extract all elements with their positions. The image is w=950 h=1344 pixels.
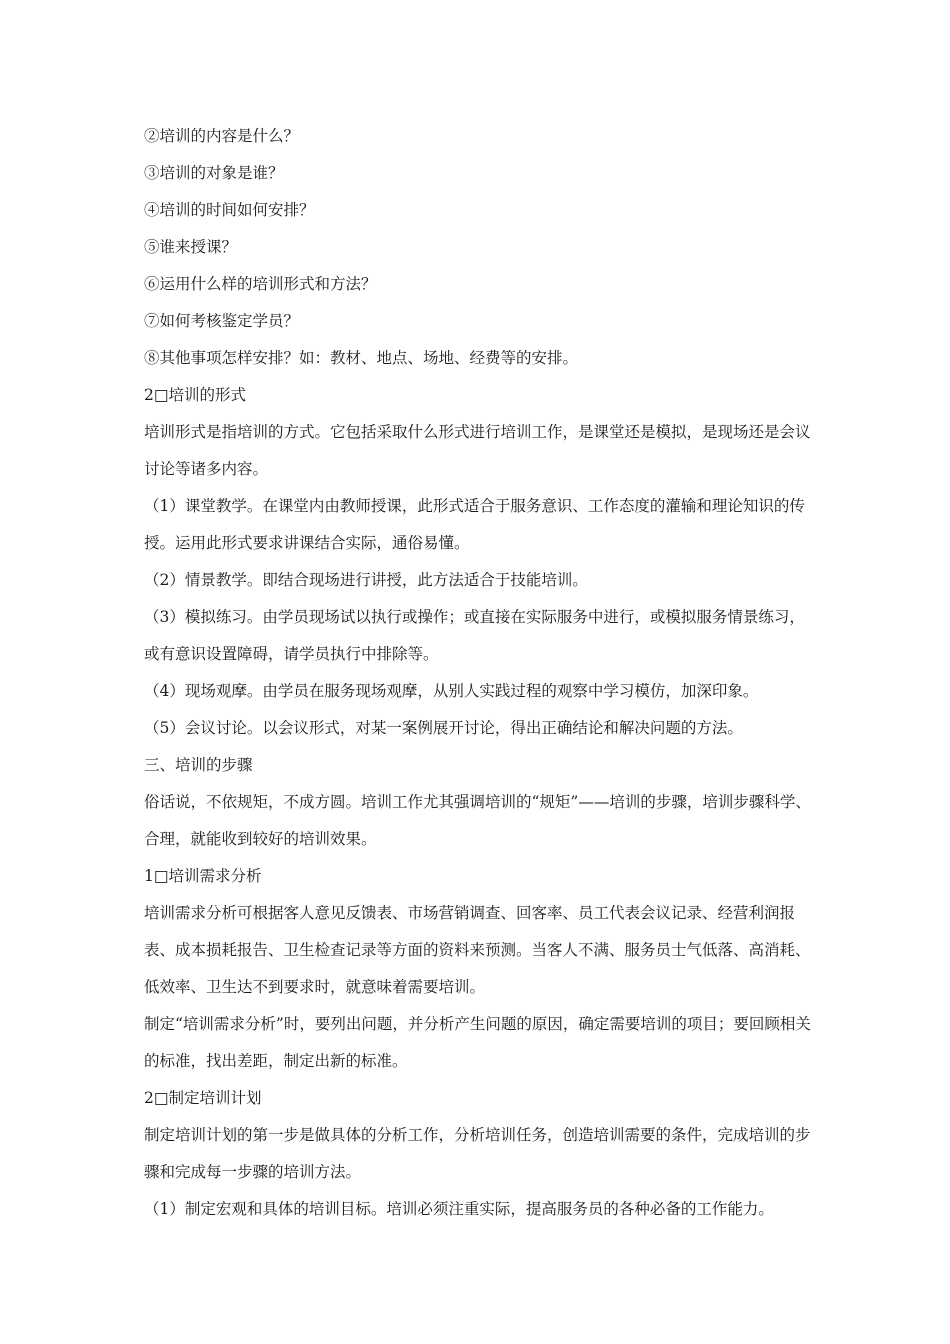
paragraph-classroom-teaching: （1）课堂教学。在课堂内由教师授课，此形式适合于服务意识、工作态度的灌输和理论知识的传授。运用此形式要求讲课结合实际，通俗易懂。: [144, 497, 805, 552]
paragraph-onsite-observation: （4）现场观摩。由学员在服务现场观摩，从别人实践过程的观察中学习模仿，加深印象。: [144, 682, 759, 700]
paragraph-meeting-discussion: （5）会议讨论。以会议形式，对某一案例展开讨论，得出正确结论和解决问题的方法。: [144, 719, 743, 737]
section-heading-training-forms: 2□培训的形式: [144, 386, 247, 404]
paragraph-simulation-practice: （3）模拟练习。由学员现场试以执行或操作；或直接在实际服务中进行，或模拟服务情景练习，或有意识设置障碍，请学员执行中排除等。: [144, 608, 805, 663]
paragraph-situational-teaching: （2）情景教学。即结合现场进行讲授，此方法适合于技能培训。: [144, 571, 588, 589]
paragraph-needs-analysis-method: 制定“培训需求分析”时，要列出问题，并分析产生问题的原因，确定需要培训的项目；要回顾相关的标准，找出差距，制定出新的标准。: [144, 1015, 811, 1070]
list-item-content: ②培训的内容是什么？: [144, 127, 300, 145]
paragraph-needs-analysis: 培训需求分析可根据客人意见反馈表、市场营销调查、回客率、员工代表会议记录、经营利润报表、成本损耗报告、卫生检查记录等方面的资料来预测。当客人不满、服务员士气低落、高消耗、低效率、卫生达不到要求时，就意味着需要培训。: [144, 904, 811, 996]
paragraph-training-goals: （1）制定宏观和具体的培训目标。培训必须注重实际，提高服务员的各种必备的工作能力。: [144, 1200, 774, 1218]
document-body: [144, 118, 816, 1228]
list-item-assessment: ⑦如何考核鉴定学员？: [144, 312, 300, 330]
section-heading-training-steps: 三、培训的步骤: [144, 756, 253, 774]
subheading-training-plan: 2□制定培训计划: [144, 1089, 262, 1107]
list-item-audience: ③培训的对象是谁？: [144, 164, 284, 182]
list-item-schedule: ④培训的时间如何安排？: [144, 201, 315, 219]
paragraph-forms-definition: 培训形式是指培训的方式。它包括采取什么形式进行培训工作，是课堂还是模拟，是现场还是会议讨论等诸多内容。: [144, 423, 811, 478]
list-item-other-matters: ⑧其他事项怎样安排？如：教材、地点、场地、经费等的安排。: [144, 349, 579, 367]
subheading-needs-analysis: 1□培训需求分析: [144, 867, 262, 885]
list-item-instructor: ⑤谁来授课？: [144, 238, 238, 256]
list-item-methods: ⑥运用什么样的培训形式和方法？: [144, 275, 377, 293]
paragraph-training-plan: 制定培训计划的第一步是做具体的分析工作，分析培训任务，创造培训需要的条件，完成培训的步骤和完成每一步骤的培训方法。: [144, 1126, 811, 1181]
paragraph-steps-intro: 俗话说，不依规矩，不成方圆。培训工作尤其强调培训的“规矩”——培训的步骤，培训步骤科学、合理，就能收到较好的培训效果。: [144, 793, 811, 848]
